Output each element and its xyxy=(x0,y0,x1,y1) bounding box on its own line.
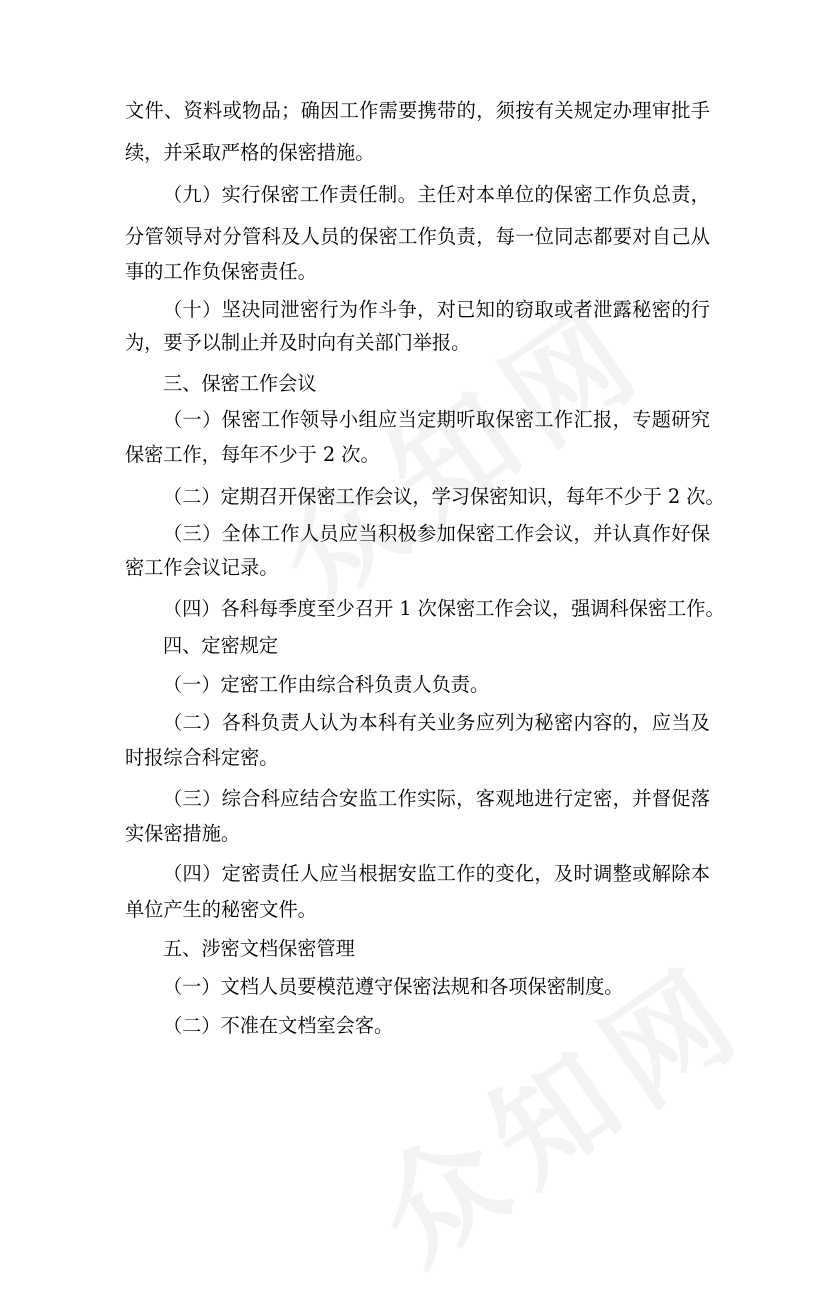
paragraph-first-line: （二）定期召开保密工作会议，学习保密知识，每年不少于 2 次。 xyxy=(163,485,725,508)
paragraph-first-line: （四）各科每季度至少召开 1 次保密工作会议，强调科保密工作。 xyxy=(163,597,725,620)
paragraph-first-line: （二）各科负责人认为本科有关业务应列为秘密内容的，应当及 xyxy=(163,711,710,734)
body-line: 事的工作负保密责任。 xyxy=(125,260,317,283)
body-line: 时报综合科定密。 xyxy=(125,746,279,769)
paragraph-first-line: （一）文档人员要模范遵守保密法规和各项保密制度。 xyxy=(163,975,624,998)
body-line: 单位产生的秘密文件。 xyxy=(125,898,317,921)
paragraph-first-line: （一）保密工作领导小组应当定期听取保密工作汇报，专题研究 xyxy=(163,408,710,431)
body-line: 分管领导对分管科及人员的保密工作负责，每一位同志都要对自己从 xyxy=(125,225,710,248)
paragraph-first-line: （九）实行保密工作责任制。主任对本单位的保密工作负总责， xyxy=(163,183,710,206)
body-line: 实保密措施。 xyxy=(125,822,241,845)
paragraph-first-line: （三）综合科应结合安监工作实际，客观地进行定密，并督促落 xyxy=(163,787,710,810)
section-heading: 四、定密规定 xyxy=(163,634,279,657)
body-line: 续，并采取严格的保密措施。 xyxy=(125,141,375,164)
paragraph-first-line: （三）全体工作人员应当积极参加保密工作会议，并认真作好保 xyxy=(163,522,710,545)
body-line: 保密工作，每年不少于 2 次。 xyxy=(125,443,380,466)
section-heading: 三、保密工作会议 xyxy=(163,372,317,395)
body-line: 为，要予以制止并及时向有关部门举报。 xyxy=(125,331,471,354)
paragraph-first-line: （十）坚决同泄密行为作斗争，对已知的窃取或者泄露秘密的行 xyxy=(163,298,710,321)
body-line: 文件、资料或物品；确因工作需要携带的，须按有关规定办理审批手 xyxy=(125,99,710,122)
paragraph-first-line: （四）定密责任人应当根据安监工作的变化，及时调整或解除本 xyxy=(163,862,710,885)
paragraph-first-line: （一）定密工作由综合科负责人负责。 xyxy=(163,673,490,696)
body-line: 密工作会议记录。 xyxy=(125,556,279,579)
section-heading: 五、涉密文档保密管理 xyxy=(163,937,355,960)
paragraph-first-line: （二）不准在文档室会客。 xyxy=(163,1014,394,1037)
